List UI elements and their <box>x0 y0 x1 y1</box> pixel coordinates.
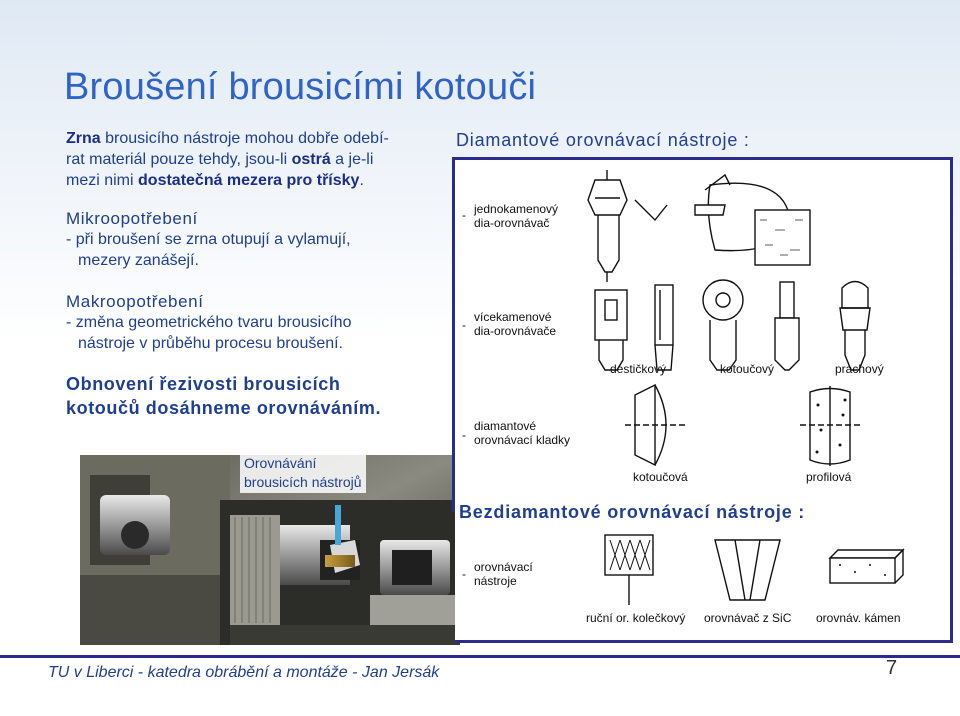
multi-dresser-label <box>474 310 556 338</box>
nondiamond-tools-title: Bezdiamantové orovnávací nástroje : <box>459 502 806 522</box>
plate-caption: destičkový <box>610 362 667 376</box>
nondiamond-label <box>474 560 533 588</box>
dust-caption: prachový <box>835 362 884 376</box>
roller-label-1: diamantové <box>474 419 537 433</box>
plate-dresser-icon <box>595 290 627 370</box>
macro-wear-block <box>66 291 446 354</box>
photo-caption-line-1: Orovnávání <box>244 455 317 471</box>
micro-wear-heading: Mikroopotřebení <box>66 209 198 228</box>
grain-text-1: brousicího nástroje mohou dobře odebí- <box>100 130 389 147</box>
roller-label <box>474 419 570 447</box>
single-dresser-label-2: dia-orovnávač <box>474 216 550 230</box>
multi-dresser-label-1: vícekamenové <box>474 310 552 324</box>
disc-dresser-icon <box>703 280 743 370</box>
dressing-block <box>66 372 446 420</box>
plate-dresser-side-icon <box>655 285 673 370</box>
micro-wear-block <box>66 208 446 271</box>
micro-wear-line-1: - při broušení se zrna otupují a vylamují, <box>66 231 351 248</box>
sharp-keyword: ostrá <box>291 151 331 168</box>
profile-roller-icon <box>800 386 860 466</box>
grain-text-3a: mezi nimi <box>66 172 139 189</box>
dressing-stone-icon <box>830 550 903 583</box>
single-stone-dresser-icon <box>588 170 627 282</box>
sic-dresser-caption: orovnávač z SiC <box>704 611 792 625</box>
macro-wear-heading: Makroopotřebení <box>66 292 204 311</box>
wheel-dresser-caption: ruční or. kolečkový <box>586 611 686 625</box>
dash-1: - <box>462 208 466 222</box>
page-number: 7 <box>886 657 898 679</box>
multi-dresser-label-2: dia-orovnávače <box>474 324 557 338</box>
nondiamond-label-2: nástroje <box>474 574 517 588</box>
dash-2: - <box>462 318 466 332</box>
dressing-line-1: Obnovení řezivosti brousicích <box>66 374 341 394</box>
micro-wear-line-2: mezery zanášejí. <box>78 252 199 269</box>
grain-text-3b: . <box>359 172 364 189</box>
footer-divider <box>0 655 960 658</box>
photo-caption <box>240 453 366 493</box>
disc-roller-caption: kotoučová <box>633 470 688 484</box>
dust-dresser-icon <box>840 282 870 371</box>
diamond-tools-title: Diamantové orovnávací nástroje : <box>456 130 750 150</box>
disc-roller-icon <box>625 385 685 465</box>
dash-3: - <box>462 428 466 442</box>
dresser-in-action-icon <box>635 175 810 265</box>
roller-label-2: orovnávací kladky <box>474 433 571 447</box>
nondiamond-label-1: orovnávací <box>474 560 533 574</box>
profile-roller-caption: profilová <box>806 470 852 484</box>
footer-text: TU v Liberci - katedra obrábění a montáže - Jan Jersák <box>48 664 440 681</box>
grain-text-2b: a je-li <box>330 151 374 168</box>
disc-dresser-side-icon <box>775 282 799 370</box>
grain-paragraph <box>66 128 446 191</box>
disc-caption: kotoučový <box>720 362 775 376</box>
single-dresser-label-1: jednokamenový <box>474 202 559 216</box>
grain-keyword: Zrna <box>66 130 101 147</box>
dash-4: - <box>462 567 466 581</box>
single-dresser-label <box>474 202 558 230</box>
slide-title: Broušení brousicími kotouči <box>64 66 537 108</box>
stone-caption: orovnáv. kámen <box>816 611 901 625</box>
photo-caption-line-2: brousicích nástrojů <box>244 474 362 490</box>
macro-wear-line-2: nástroje v průběhu procesu broušení. <box>78 335 344 352</box>
sic-dresser-icon <box>715 540 780 600</box>
gap-keyword: dostatečná mezera pro třísky <box>138 172 360 189</box>
wheel-dresser-icon <box>605 535 653 605</box>
grain-text-2a: rat materiál pouze tehdy, jsou-li <box>66 151 292 168</box>
macro-wear-line-1: - změna geometrického tvaru brousicího <box>66 314 352 331</box>
dressing-line-2: kotoučů dosáhneme orovnáváním. <box>66 398 382 418</box>
